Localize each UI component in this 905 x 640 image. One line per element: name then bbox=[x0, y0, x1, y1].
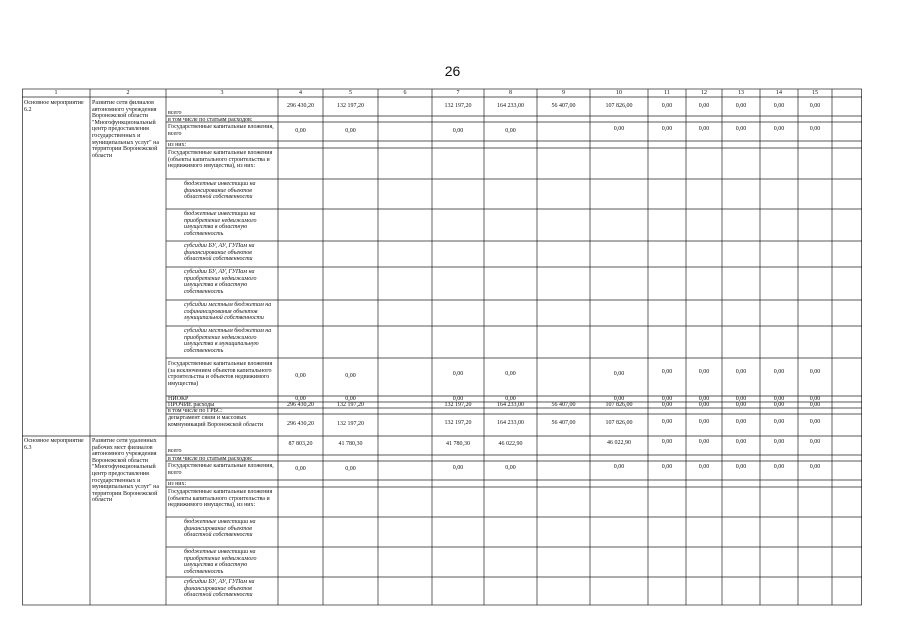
cell-value: 0,00 bbox=[698, 126, 710, 132]
cell-value: 0,00 bbox=[735, 396, 747, 402]
cell-value: 0,00 bbox=[345, 396, 356, 402]
col-header-6: 6 bbox=[403, 90, 407, 96]
row-label: ПРОЧИЕ расходы bbox=[168, 402, 215, 408]
col-header-4: 4 bbox=[299, 90, 302, 96]
cell-value: 0,00 bbox=[773, 369, 785, 375]
cell-value: 0,00 bbox=[735, 369, 747, 375]
cell-value: 0,00 bbox=[735, 126, 747, 132]
col-header-5: 5 bbox=[349, 90, 352, 96]
cell-value: 0,00 bbox=[735, 103, 747, 109]
main-event-6-3: Основное мероприятие 6.3 bbox=[24, 438, 84, 451]
cell-value: 46 022,90 bbox=[607, 440, 631, 446]
cell-value: 0,00 bbox=[773, 402, 785, 408]
cell-value: 0,00 bbox=[345, 128, 356, 134]
main-event-6-2: Основное мероприятие 6.2 bbox=[24, 100, 84, 113]
cell-value: 0,00 bbox=[773, 126, 785, 132]
cell-value: 107 826,00 bbox=[605, 103, 633, 109]
row-label: бюджетные инвестиции на финансирование объектов областной собственности bbox=[184, 519, 256, 539]
cell-value: 0,00 bbox=[613, 396, 625, 402]
cell-value: 0,00 bbox=[773, 103, 785, 109]
cell-value: 0,00 bbox=[295, 128, 306, 134]
table-grid bbox=[22, 86, 862, 606]
col-header-13: 13 bbox=[738, 90, 744, 96]
cell-value: 0,00 bbox=[809, 396, 821, 402]
cell-value: 0,00 bbox=[698, 464, 710, 470]
cell-value: 0,00 bbox=[661, 126, 673, 132]
cell-value: 41 780,30 bbox=[446, 441, 470, 447]
row-label: бюджетные инвестиции на приобретение недвижимого имущества в областную собственность bbox=[184, 549, 257, 575]
row-label: из них: bbox=[168, 142, 187, 148]
cell-value: 0,00 bbox=[698, 396, 710, 402]
col-header-11: 11 bbox=[664, 90, 670, 96]
cell-value: 0,00 bbox=[452, 128, 464, 134]
row-label: бюджетные инвестиции на финансирование объектов областной собственности bbox=[184, 181, 256, 201]
cell-value: 0,00 bbox=[452, 396, 464, 402]
cell-value: 0,00 bbox=[809, 419, 821, 425]
cell-value: 0,00 bbox=[613, 464, 625, 470]
budget-table bbox=[22, 86, 862, 606]
cell-value: 0,00 bbox=[661, 402, 673, 408]
cell-value: 0,00 bbox=[809, 369, 821, 375]
cell-value: 296 430,20 bbox=[287, 421, 314, 427]
cell-value: 0,00 bbox=[661, 369, 673, 375]
row-label: субсидии БУ, АУ, ГУПам на финансирование объектов областной собственности bbox=[184, 579, 255, 599]
cell-value: 0,00 bbox=[735, 464, 747, 470]
col-header-12: 12 bbox=[701, 90, 707, 96]
col-header-3: 3 bbox=[220, 90, 224, 96]
event-6-2-name: Развитие сети филиалов автономного учреждения Воронежской области "Многофункциональный центр предоставления государственных и муниципальных услуг" на территории Воронежской области bbox=[92, 100, 159, 159]
cell-value: 0,00 bbox=[698, 369, 710, 375]
cell-value: 0,00 bbox=[735, 419, 747, 425]
row-label: Государственные капитальные вложения, всего bbox=[168, 124, 274, 137]
cell-value: 132 197,20 bbox=[444, 420, 472, 426]
row-label: в том числе по статьям расходов: bbox=[168, 117, 253, 123]
cell-value: 0,00 bbox=[505, 396, 516, 402]
col-header-2: 2 bbox=[126, 90, 130, 96]
cell-value: 132 197,20 bbox=[337, 402, 364, 408]
cell-value: 0,00 bbox=[661, 464, 673, 470]
col-header-14: 14 bbox=[776, 90, 782, 96]
cell-value: 0,00 bbox=[661, 419, 673, 425]
cell-value: 0,00 bbox=[345, 466, 356, 472]
row-label: в том числе по статьям расходов: bbox=[168, 456, 253, 462]
row-label: субсидии БУ, АУ, ГУПам на приобретение недвижимого имущества в областную собственность bbox=[184, 269, 257, 295]
row-label: в том числе по ГРБС: bbox=[168, 408, 223, 414]
row-label: всего bbox=[168, 448, 182, 454]
cell-value: 0,00 bbox=[505, 371, 516, 377]
cell-value: 0,00 bbox=[773, 464, 785, 470]
cell-value: 296 430,20 bbox=[287, 402, 314, 408]
cell-value: 0,00 bbox=[613, 126, 625, 132]
cell-value: 132 197,20 bbox=[337, 421, 364, 427]
page-number: 26 bbox=[444, 63, 461, 79]
row-label: Государственные капитальные вложения (объекты капитального строительства и недвижимого имущества), из них: bbox=[168, 489, 273, 509]
cell-value: 107 826,00 bbox=[605, 402, 633, 408]
col-header-10: 10 bbox=[616, 90, 622, 96]
cell-value: 0,00 bbox=[698, 103, 710, 109]
row-label: департамент связи и массовых коммуникаций Воронежской области bbox=[168, 415, 264, 428]
cell-value: 0,00 bbox=[698, 419, 710, 425]
cell-value: 0,00 bbox=[809, 439, 821, 445]
cell-value: 0,00 bbox=[661, 396, 673, 402]
cell-value: 0,00 bbox=[809, 126, 821, 132]
cell-value: 164 233,00 bbox=[497, 420, 524, 426]
cell-value: 0,00 bbox=[809, 103, 821, 109]
cell-value: 0,00 bbox=[773, 419, 785, 425]
cell-value: 164 233,00 bbox=[497, 402, 524, 408]
cell-value: 0,00 bbox=[661, 103, 673, 109]
row-label: всего bbox=[168, 110, 182, 116]
cell-value: 164 233,00 bbox=[497, 103, 524, 109]
row-label: из них: bbox=[168, 481, 187, 487]
cell-value: 0,00 bbox=[809, 464, 821, 470]
cell-value: 0,00 bbox=[773, 439, 785, 445]
cell-value: 0,00 bbox=[505, 465, 516, 471]
cell-value: 56 407,00 bbox=[551, 402, 576, 408]
cell-value: 132 197,20 bbox=[337, 103, 364, 109]
col-header-9: 9 bbox=[562, 90, 565, 96]
col-header-1: 1 bbox=[54, 90, 58, 96]
cell-value: 0,00 bbox=[698, 402, 710, 408]
row-label: субсидии местным бюджетам на приобретение недвижимого имущества в муниципальную собственность bbox=[184, 328, 272, 354]
cell-value: 0,00 bbox=[295, 373, 306, 379]
col-header-8: 8 bbox=[509, 90, 512, 96]
col-header-15: 15 bbox=[812, 90, 818, 96]
cell-value: 87 803,20 bbox=[288, 441, 313, 447]
cell-value: 0,00 bbox=[773, 396, 785, 402]
cell-value: 0,00 bbox=[505, 128, 516, 134]
row-label: бюджетные инвестиции на приобретение недвижимого имущества в областную собственность bbox=[184, 211, 257, 237]
row-label: Государственные капитальные вложения (за исключением объектов капитального строительства и объектов недвижимого имущества) bbox=[168, 361, 273, 387]
cell-value: 0,00 bbox=[613, 371, 625, 377]
cell-value: 0,00 bbox=[698, 439, 710, 445]
col-header-7: 7 bbox=[456, 90, 460, 96]
cell-value: 132 197,20 bbox=[444, 103, 472, 109]
cell-value: 46 022,90 bbox=[498, 441, 523, 447]
cell-value: 41 780,30 bbox=[338, 441, 363, 447]
row-label: субсидии местным бюджетам на софинансирования объектов муниципальной собственности bbox=[184, 302, 272, 322]
row-label: НИОКР bbox=[168, 396, 189, 402]
cell-value: 0,00 bbox=[661, 439, 673, 445]
cell-value: 0,00 bbox=[295, 466, 306, 472]
cell-value: 0,00 bbox=[452, 465, 464, 471]
cell-value: 0,00 bbox=[735, 402, 747, 408]
cell-value: 56 407,00 bbox=[551, 420, 576, 426]
event-6-3-name: Развитие сети удаленных рабочих мест филиалов автономного учреждения Воронежской области "Многофункциональный центр предоставления государственных и муниципальных услуг" на территории Воронежской области bbox=[92, 438, 159, 504]
cell-value: 296 430,20 bbox=[287, 103, 314, 109]
row-label: Государственные капитальные вложения, всего bbox=[168, 463, 274, 476]
row-label: субсидии БУ, АУ, ГУПам на финансирование объектов областной собственности bbox=[184, 243, 255, 263]
cell-value: 56 407,00 bbox=[551, 103, 576, 109]
row-label: Государственные капитальные вложения (объекты капитального строительства и недвижимого имущества), из них: bbox=[168, 150, 273, 170]
cell-value: 0,00 bbox=[345, 373, 356, 379]
cell-value: 0,00 bbox=[452, 371, 464, 377]
cell-value: 0,00 bbox=[735, 439, 747, 445]
cell-value: 132 197,20 bbox=[444, 402, 472, 408]
cell-value: 107 826,00 bbox=[605, 420, 633, 426]
cell-value: 0,00 bbox=[295, 396, 306, 402]
cell-value: 0,00 bbox=[809, 402, 821, 408]
